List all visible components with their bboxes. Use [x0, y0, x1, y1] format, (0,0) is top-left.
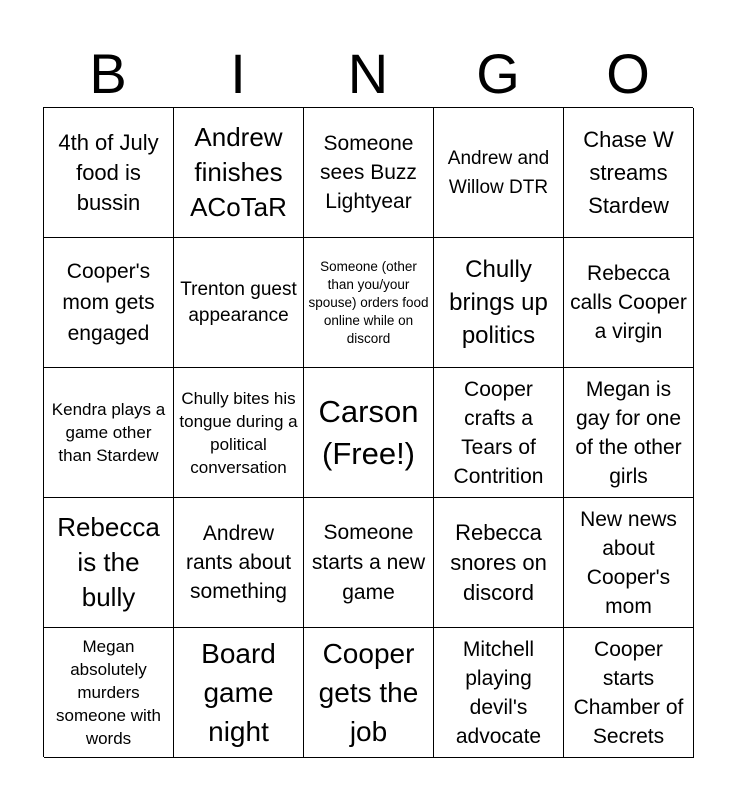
cell-text: Andrew rants about something	[185, 522, 292, 603]
cell-text: 4th of July food is bussin	[58, 129, 159, 215]
bingo-cell-r2-c4[interactable]	[434, 238, 564, 368]
cell-text: Cooper's mom gets engaged	[62, 260, 155, 345]
header-letter-i: I	[230, 42, 246, 105]
cell-text: Cooper gets the job	[318, 638, 419, 747]
cell-text: Chully bites his tongue during a political conversation	[179, 388, 298, 477]
bingo-cell-r5-c1[interactable]	[44, 628, 174, 758]
header-letter-n: N	[347, 42, 389, 105]
bingo-cell-r4-c1[interactable]	[44, 498, 174, 628]
bingo-cell-r4-c3[interactable]	[304, 498, 434, 628]
bingo-cell-r5-c2[interactable]	[174, 628, 304, 758]
bingo-cell-r4-c4[interactable]	[434, 498, 564, 628]
cell-text: Chase W streams Stardew	[583, 127, 674, 218]
cell-text: Board game night	[201, 638, 276, 747]
cell-text: Cooper crafts a Tears of Contrition	[453, 377, 544, 488]
bingo-cell-r1-c4[interactable]	[434, 108, 564, 238]
cell-text: Rebecca calls Cooper a virgin	[570, 262, 687, 343]
cell-text: Mitchell playing devil's advocate	[455, 637, 542, 748]
bingo-cell-r4-c5[interactable]	[564, 498, 694, 628]
cell-text: Rebecca snores on discord	[450, 519, 547, 605]
cell-text: Someone starts a new game	[311, 520, 426, 604]
cell-text: Someone sees Buzz Lightyear	[320, 132, 417, 213]
bingo-cell-r2-c3[interactable]	[304, 238, 434, 368]
bingo-cell-r2-c1[interactable]	[44, 238, 174, 368]
bingo-cell-r1-c3[interactable]	[304, 108, 434, 238]
header-letter-g: G	[476, 42, 520, 105]
bingo-cell-r2-c5[interactable]	[564, 238, 694, 368]
bingo-cell-r2-c2[interactable]	[174, 238, 304, 368]
bingo-cell-r3-c4[interactable]	[434, 368, 564, 498]
bingo-header	[43, 40, 693, 108]
header-letter-o: O	[606, 42, 650, 105]
bingo-cell-r1-c5[interactable]	[564, 108, 694, 238]
header-letter-b: B	[89, 42, 127, 105]
bingo-cell-r3-c3[interactable]	[304, 368, 434, 498]
bingo-cell-r5-c5[interactable]	[564, 628, 694, 758]
cell-text: Chully brings up politics	[449, 256, 548, 349]
cell-text: Andrew finishes ACoTaR	[190, 122, 287, 222]
cell-text: Rebecca is the bully	[57, 512, 160, 612]
cell-text: Carson (Free!)	[318, 393, 419, 471]
cell-text: Cooper starts Chamber of Secrets	[573, 637, 684, 748]
cell-text: Kendra plays a game other than Stardew	[51, 400, 166, 465]
bingo-cell-r3-c5[interactable]	[564, 368, 694, 498]
cell-text: New news about Cooper's mom	[580, 507, 677, 618]
bingo-cell-r4-c2[interactable]	[174, 498, 304, 628]
cell-text: Someone (other than you/your spouse) orders food online while on discord	[308, 258, 429, 346]
cell-text: Megan absolutely murders someone with words	[56, 637, 161, 748]
bingo-board	[43, 107, 693, 757]
cell-text: Andrew and Willow DTR	[447, 147, 550, 198]
cell-text: Megan is gay for one of the other girls	[575, 377, 682, 488]
bingo-cell-r1-c2[interactable]	[174, 108, 304, 238]
bingo-cell-r3-c1[interactable]	[44, 368, 174, 498]
cell-text: Trenton guest appearance	[180, 278, 297, 326]
bingo-cell-r3-c2[interactable]	[174, 368, 304, 498]
bingo-cell-r5-c3[interactable]	[304, 628, 434, 758]
bingo-cell-r1-c1[interactable]	[44, 108, 174, 238]
bingo-cell-r5-c4[interactable]	[434, 628, 564, 758]
